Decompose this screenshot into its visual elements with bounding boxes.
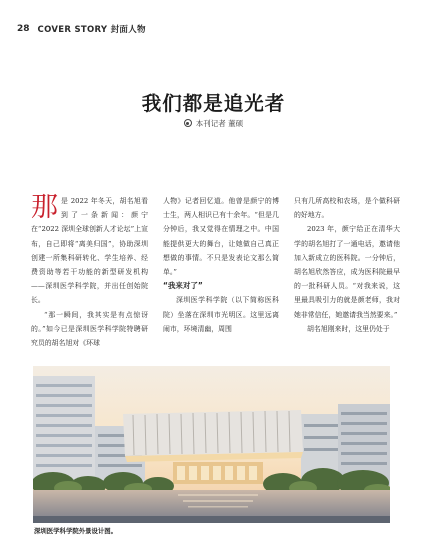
paragraph: 只有几所高校和农场，是个做科研的好地方。 bbox=[294, 197, 400, 220]
subheading: “我来对了” bbox=[163, 281, 203, 291]
paragraph: 深圳医学科学院（以下简称医科院）坐落在深圳市光明区。这里远离闹市，环境清幽，周围 bbox=[163, 296, 279, 333]
page-number: 28 bbox=[17, 24, 30, 34]
author-icon bbox=[184, 119, 192, 127]
byline bbox=[0, 118, 427, 129]
paragraph: 2023 年，颜宁给正在清华大学的胡名旭打了一通电话，邀请他加入新成立的医科院。一分钟后，胡名旭欣然答应，成为医科院最早的一批科研人员。“对我来说，这里最具吸引力的就是颜老师，我对她非常信任，她邀请我当然要来。” bbox=[294, 225, 400, 319]
column-2 bbox=[163, 194, 279, 336]
image-caption: 深圳医学科学院外景设计图。 bbox=[34, 527, 118, 535]
paragraph-text: 是 2022 年冬天，胡名旭看到了一条新闻：颜宁在“2022 深圳全球创新人才论坛”上宣布，自己即将“离美归国”，协助深圳创建一所集科研转化、学生培养、经费资助等若干功能的新型研发机构——深圳医学科学院，并出任创始院长。 bbox=[31, 197, 148, 305]
paragraph: “那一瞬间，我其实是有点惊讶的。”如今已是深圳医学科学院特聘研究员的胡名旭对《环球 bbox=[31, 310, 148, 348]
paragraph: 胡名旭刚来时，这里仍处于 bbox=[307, 324, 390, 333]
paragraph bbox=[31, 194, 148, 308]
paragraph: 人物》记者回忆道。他曾是颜宁的博士生，两人相识已有十余年。“但是几分钟后，我又觉得在情理之中。中国能提供更大的舞台，让她做自己真正想做的事情。不只是发表论文那么简单。” bbox=[163, 197, 279, 277]
section-label: COVER STORY 封面人物 bbox=[37, 25, 146, 35]
byline-text: 本刊记者 董硕 bbox=[195, 119, 244, 128]
campus-rendering-image bbox=[33, 366, 390, 523]
column-3 bbox=[294, 194, 400, 336]
article-title: 我们都是追光者 bbox=[141, 92, 286, 115]
page-header bbox=[17, 22, 146, 36]
column-1 bbox=[31, 194, 148, 350]
dropcap: 那 bbox=[31, 192, 58, 223]
